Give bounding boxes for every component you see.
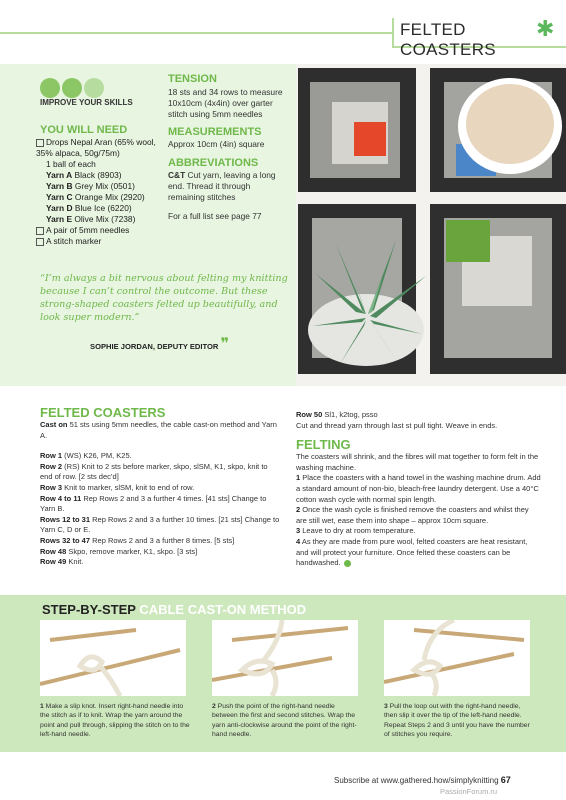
felting-intro: The coasters will shrink, and the fibres will mat together to form felt in the washing machine. xyxy=(296,452,539,472)
material-item: Yarn A Black (8903) xyxy=(46,170,122,180)
checkbox-icon[interactable] xyxy=(36,227,44,235)
step-2-photo xyxy=(212,620,358,696)
row-50-finish: Cut and thread yarn through last st pull tight. Weave in ends. xyxy=(296,420,498,430)
subscribe-link[interactable]: Subscribe at www.gathered.how/simplyknitting xyxy=(334,776,499,785)
felting-step: 2 Once the wash cycle is finished remove the coasters and whilst they are still wet, ease them into shape – approx 10cm square. xyxy=(296,505,529,525)
pattern-column xyxy=(40,405,280,568)
checkbox-icon[interactable] xyxy=(36,238,44,246)
end-mark-icon xyxy=(344,560,351,567)
pattern-row: Row 48 Skpo, remove marker, K1, skpo. [3 sts] xyxy=(40,546,198,556)
material-item: Yarn C Orange Mix (2920) xyxy=(46,192,145,202)
page-number: 67 xyxy=(500,775,511,785)
pattern-row: Rows 12 to 31 Rep Rows 2 and 3 a further 10 times. [21 sts] Change to Yarn C, D or E. xyxy=(40,514,280,535)
pattern-row xyxy=(40,441,280,451)
step-1-photo xyxy=(40,620,186,696)
needles-illustration xyxy=(212,620,358,696)
needles-illustration xyxy=(384,620,530,696)
tension-text: 18 sts and 34 rows to measure 10x10cm (4x4in) over garter stitch using 5mm needles xyxy=(168,87,283,119)
pattern-row: Row 1 (WS) K26, PM, K25. xyxy=(40,451,132,461)
pattern-row: Row 2 (RS) Knit to 2 sts before marker, skpo, slSM, K1, skpo, knit to end of row. [2 sts dec’d] xyxy=(40,461,268,482)
quote-mark-icon: ❞ xyxy=(220,334,230,353)
measurements-text: Approx 10cm (4in) square xyxy=(168,139,265,149)
material-item: 1 ball of each xyxy=(46,159,96,169)
pattern-row: Rows 32 to 47 Rep Rows 2 and 3 a further 8 times. [5 sts] xyxy=(40,535,235,545)
pattern-row: Row 49 Knit. xyxy=(40,557,84,567)
step-1-text: 1 Make a slip knot. Insert right-hand needle into the stitch as if to knit. Wrap the yarn around the point and pull through, slipping the stitch on to the left-hand needle. xyxy=(40,703,190,739)
row-50: Row 50 Sl1, k2tog, psso xyxy=(296,410,378,419)
checkbox-icon[interactable] xyxy=(36,139,44,147)
clover-icon: ✱ xyxy=(536,16,555,41)
pattern-row: Cast on 51 sts using 5mm needles, the cable cast-on method and Yarn A. xyxy=(40,420,277,440)
felting-step: 4 As they are made from pure wool, felted coasters are heat resistant, and will protect your furniture. Once felted these coasters can be handwashed. xyxy=(296,536,528,568)
yarn-ball-icon xyxy=(84,78,104,98)
felting-steps xyxy=(296,473,541,568)
footer xyxy=(334,775,511,785)
abbreviations-heading: ABBREVIATIONS xyxy=(168,157,259,169)
pull-quote: “I’m always a bit nervous about felting my knitting because I can’t control the outcome. But these strong-shaped coasters felted up beautifully, and look super modern.” xyxy=(40,273,288,323)
pattern-heading: FELTED COASTERS xyxy=(40,405,166,420)
you-will-need-heading: YOU WILL NEED xyxy=(40,124,128,136)
material-item: Yarn E Olive Mix (7238) xyxy=(46,214,136,224)
step-by-step-title: STEP-BY-STEP CABLE CAST-ON METHOD xyxy=(42,602,307,617)
yarn-ball-icon xyxy=(62,78,82,98)
felting-step: 3 Leave to dry at room temperature. xyxy=(296,526,416,536)
felting-heading: FELTING xyxy=(296,437,351,453)
watermark: PassionForum.ru xyxy=(440,787,498,796)
needles-illustration xyxy=(40,620,186,696)
coasters-illustration xyxy=(296,64,566,386)
yarn-ball-icon xyxy=(40,78,60,98)
quote-signature: SOPHIE JORDAN, DEPUTY EDITOR ❞ xyxy=(90,334,230,353)
step-3-text: 3 Pull the loop out with the right-hand needle, then slip it over the tip of the left-hand needle. Repeat Steps 2 and 3 until you have the number of stitches you require. xyxy=(384,703,530,739)
material-item: A pair of 5mm needles xyxy=(36,225,166,236)
material-item: Drops Nepal Aran (65% wool, 35% alpaca, 50g/75m) xyxy=(36,137,156,158)
material-item: Yarn B Grey Mix (0501) xyxy=(46,181,135,191)
full-list-note: For a full list see page 77 xyxy=(168,211,262,221)
step-2-text: 2 Push the point of the right-hand needle between the first and second stitches. Wrap the yarn anti-clockwise around the point of the right-hand needle. xyxy=(212,703,357,739)
pattern-rows xyxy=(40,420,280,568)
coasters-photo xyxy=(296,64,566,386)
felting-step: 1 Place the coasters with a hand towel in the washing machine drum. Add a standard amount of non-bio, bleach-free laundry detergent. Use a 40°C cotton wash cycle with normal spin length. xyxy=(296,473,541,504)
abbreviations-text: C&T Cut yarn, leaving a long end. Thread it through remaining stitches xyxy=(168,170,276,202)
material-item: Yarn D Blue Ice (6220) xyxy=(46,203,132,213)
skill-label: IMPROVE YOUR SKILLS xyxy=(40,98,133,107)
header-rule xyxy=(0,32,400,34)
section-title: FELTED COASTERS xyxy=(400,20,496,59)
materials-list xyxy=(36,137,166,247)
step-3-photo xyxy=(384,620,530,696)
pattern-row: Row 4 to 11 Rep Rows 2 and 3 a further 4 times. [41 sts] Change to Yarn B. xyxy=(40,493,267,514)
felting-column xyxy=(296,410,541,569)
measurements-heading: MEASUREMENTS xyxy=(168,126,262,138)
material-item: A stitch marker xyxy=(36,236,166,247)
tension-heading: TENSION xyxy=(168,73,217,85)
pattern-row: Row 3 Knit to marker, slSM, knit to end of row. xyxy=(40,482,195,492)
skill-level-icons xyxy=(40,78,106,98)
